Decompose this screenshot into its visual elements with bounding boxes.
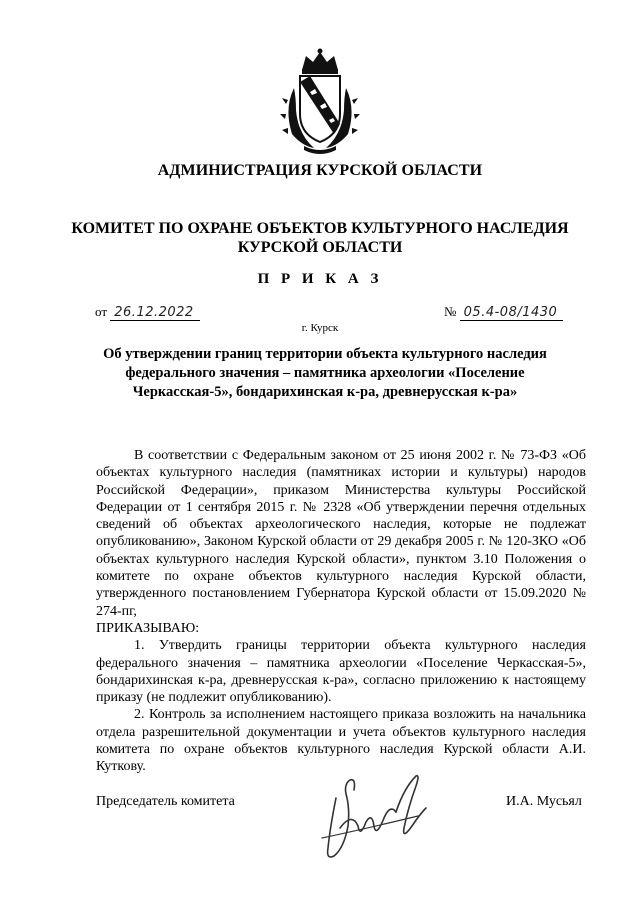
number-prefix: № [444,304,457,319]
committee-heading-line1: КОМИТЕТ ПО ОХРАНЕ ОБЪЕКТОВ КУЛЬТУРНОГО НАСЛЕДИЯ [71,220,569,237]
order-subject [90,345,560,402]
handwritten-signature [300,768,440,862]
order-number [444,304,563,321]
subject-line1: Об утверждении границ территории объекта культурного наследия [103,346,547,362]
order-item-1: 1. Утвердить границы территории объекта культурного наследия федерального значения – памятника археологии «Поселение Черкасская-5», бондарихинская к-ра, древнерусская к-ра», согласно приложению к настоящему приказу (не подлежит опубликованию). [96,638,586,706]
date-prefix: от [95,304,108,319]
order-date [95,304,200,321]
number-value: 05.4-08/1430 [460,305,564,321]
date-value: 26.12.2022 [110,305,199,321]
committee-heading [60,219,580,257]
kursk-coat-of-arms-emblem [280,48,360,154]
subject-line2: федерального значения – памятника археологии «Поселение [125,365,525,381]
signatory-name: И.А. Мусьял [506,794,582,809]
city-label: г. Курск [301,322,339,334]
order-directive: ПРИКАЗЫВАЮ: [96,620,200,636]
preamble-paragraph: В соответствии с Федеральным законом от 25 июня 2002 г. № 73-ФЗ «Об объектах культурного наследия (памятниках истории и культуры) народов Российской Федерации», приказом Министерства культуры Российской Федерации от 1 сентября 2015 г. № 2328 «Об утверждении перечня отдельных сведений об объектах археологического наследия, которые не подлежат опубликованию», Законом Курской области от 29 декабря 2005 г. № 120-ЗКО «Об объектах культурного наследия Курской области», пунктом 3.10 Положения о комитете по охране объектов культурного наследия Курской области, утвержденного постановлением Губернатора Курской области от 15.09.2020 № 274-пг, [96,448,586,619]
order-body [96,447,586,776]
subject-line3: Черкасская-5», бондарихинская к-ра, древнерусская к-ра» [132,384,518,400]
document-type-title: П Р И К А З [257,271,383,287]
order-item-2: 2. Контроль за исполнением настоящего приказа возложить на начальника отдела разрешительной документации и учета объектов культурного наследия комитета по охране объектов культурного наследия Курской области А.И. Куткову. [96,707,586,775]
signatory-title: Председатель комитета [96,794,235,809]
administration-heading: АДМИНИСТРАЦИЯ КУРСКОЙ ОБЛАСТИ [157,162,483,179]
committee-heading-line2: КУРСКОЙ ОБЛАСТИ [237,239,403,256]
